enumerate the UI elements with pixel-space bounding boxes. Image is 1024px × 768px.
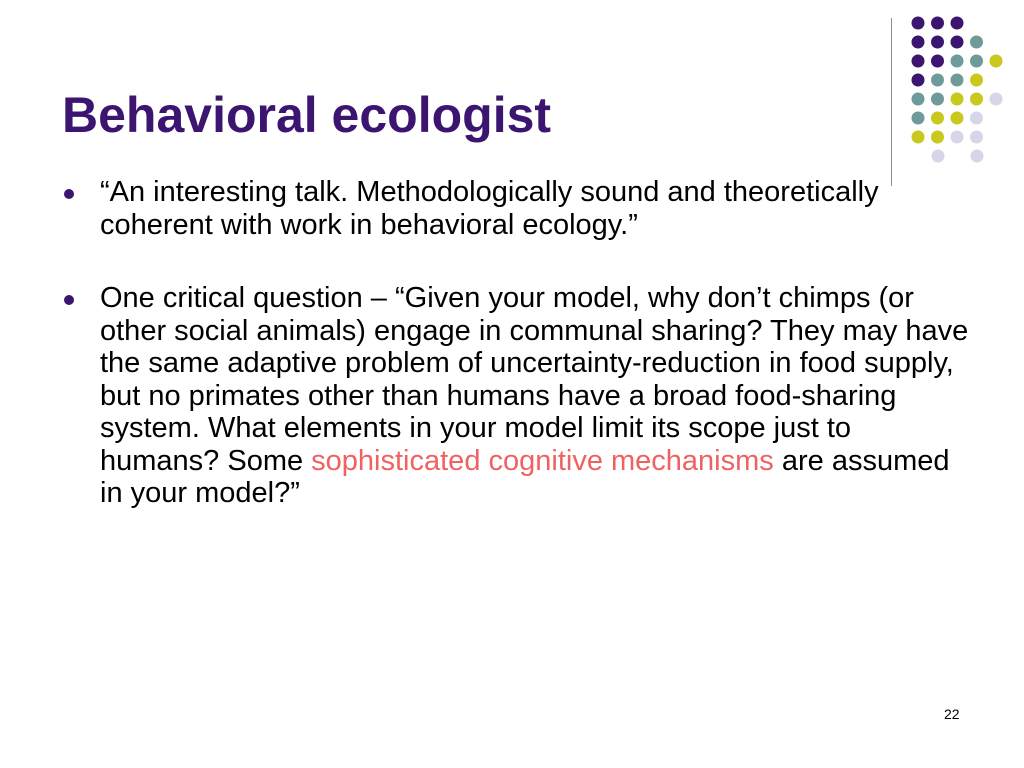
decorative-dot xyxy=(931,74,944,87)
decorative-dot xyxy=(912,112,925,125)
page-number: 22 xyxy=(944,706,960,722)
decorative-dot xyxy=(912,74,925,87)
highlighted-phrase: sophisticated cognitive mechanisms xyxy=(311,444,774,477)
decorative-dot xyxy=(931,131,944,144)
decorative-dot xyxy=(931,55,944,68)
bullet-list xyxy=(70,176,970,551)
decorative-dot xyxy=(912,93,925,106)
decorative-dot xyxy=(970,131,983,144)
decorative-dot xyxy=(951,55,964,68)
decorative-dot xyxy=(970,55,983,68)
decorative-dot xyxy=(931,36,944,49)
decorative-dot xyxy=(971,150,984,163)
bullet-item xyxy=(70,176,970,241)
decorative-dot xyxy=(912,55,925,68)
decorative-dot xyxy=(912,36,925,49)
decorative-dot xyxy=(931,17,944,30)
decorative-dot xyxy=(931,112,944,125)
bullet-text-before: One critical question – “Given your model, why don’t chimps (or other social animals) engage in communal sharing? They may have the same adaptive problem of uncertainty-reduction in food supply, but no primates other than humans have a broad food-sharing system. What elements in your model limit its scope just to humans? Some xyxy=(100,282,969,477)
decorative-dot xyxy=(970,36,983,49)
bullet-text: “An interesting talk. Methodologically sound and theoretically coherent with work in behavioral ecology.” xyxy=(100,176,879,241)
bullet-text-after: are assumed in your model?” xyxy=(100,444,950,509)
decorative-dot xyxy=(932,150,945,163)
decorative-dot xyxy=(970,93,983,106)
decorative-dot xyxy=(970,74,983,87)
decorative-dot xyxy=(951,131,964,144)
bullet-item xyxy=(70,282,970,510)
decorative-dot xyxy=(951,74,964,87)
decorative-dot xyxy=(931,93,944,106)
decorative-dot xyxy=(970,112,983,125)
decorative-dot xyxy=(912,131,925,144)
decorative-dot xyxy=(951,112,964,125)
decorative-dot xyxy=(951,93,964,106)
vertical-divider xyxy=(891,18,892,186)
decorative-dot xyxy=(951,36,964,49)
decorative-dot xyxy=(912,17,925,30)
slide-title: Behavioral ecologist xyxy=(62,87,552,143)
decorative-dot xyxy=(990,93,1003,106)
bullet-dot-icon xyxy=(64,189,74,199)
decorative-dot xyxy=(990,55,1003,68)
bullet-dot-icon xyxy=(64,295,74,305)
decorative-dot xyxy=(951,17,964,30)
